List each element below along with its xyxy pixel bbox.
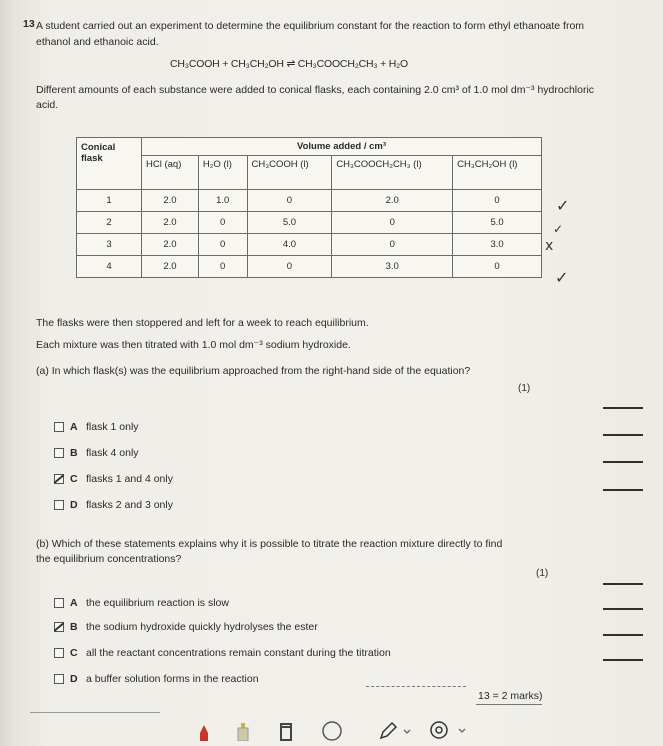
- table-row: [77, 190, 542, 212]
- answer-line: [603, 489, 643, 491]
- part-a-option-c[interactable]: C flasks 1 and 4 only: [54, 473, 173, 485]
- column-header: CH₃CH₂OH (l): [453, 156, 542, 190]
- table-cell: 2.0: [142, 212, 199, 234]
- checkbox[interactable]: [54, 422, 64, 432]
- part-a-option-d[interactable]: D flasks 2 and 3 only: [54, 499, 173, 511]
- handwritten-cross: x: [545, 238, 554, 254]
- answer-line: [603, 659, 643, 661]
- checkbox[interactable]: [54, 500, 64, 510]
- flask-number: 3: [77, 234, 142, 256]
- circle-shape-icon[interactable]: [320, 720, 344, 742]
- part-a-prompt: (a) In which flask(s) was the equilibrium approached from the right-hand side of the equation?: [36, 365, 471, 377]
- question-number: 13: [23, 18, 35, 30]
- handwritten-tick: ✓: [555, 268, 569, 287]
- column-header: HCl (aq): [142, 156, 199, 190]
- pen-red-icon[interactable]: [197, 723, 211, 741]
- handwritten-tick: ✓: [556, 196, 570, 215]
- table-cell: 5.0: [453, 212, 542, 234]
- question-stem: A student carried out an experiment to determine the equilibrium constant for the reaction to form ethyl ethanoate from ethanol and ethanoic acid.: [36, 20, 585, 48]
- checkbox[interactable]: [54, 648, 64, 658]
- checkbox[interactable]: [54, 674, 64, 684]
- answer-line: [603, 583, 643, 585]
- table-cell: 2.0: [332, 190, 453, 212]
- checkbox[interactable]: [54, 448, 64, 458]
- part-b-option-d[interactable]: D a buffer solution forms in the reaction: [54, 673, 259, 685]
- table-cell: 0: [198, 256, 247, 278]
- table-row: [77, 212, 542, 234]
- table-cell: 0: [198, 212, 247, 234]
- table-cell: 0: [247, 190, 332, 212]
- part-b-option-c[interactable]: C all the reactant concentrations remain constant during the titration: [54, 647, 391, 659]
- pencil-dropdown-icon[interactable]: [378, 721, 412, 741]
- part-a-marks: (1): [518, 383, 531, 394]
- part-a-option-b[interactable]: B flask 4 only: [54, 447, 139, 459]
- part-b-marks: (1): [536, 568, 549, 579]
- table-cell: 0: [453, 256, 542, 278]
- procedure-line-1: The flasks were then stoppered and left for a week to reach equilibrium.: [36, 317, 369, 329]
- part-b-option-b[interactable]: B the sodium hydroxide quickly hydrolyses the ester: [54, 621, 318, 633]
- table-group-header: Volume added / cm³: [142, 138, 542, 156]
- annotation-toolbar: [0, 715, 663, 746]
- column-header: CH₃COOCH₂CH₃ (l): [332, 156, 453, 190]
- table-corner-header: Conical flask: [77, 138, 142, 190]
- table-cell: 5.0: [247, 212, 332, 234]
- table-cell: 3.0: [453, 234, 542, 256]
- page-divider: [30, 712, 160, 713]
- answer-line: [603, 407, 643, 409]
- table-cell: 0: [332, 234, 453, 256]
- answer-line: [603, 608, 643, 610]
- question-intro: Different amounts of each substance were added to conical flasks, each containing 2.0 cm³ of 1.0 mol dm⁻³ hydrochloric acid.: [36, 84, 595, 111]
- column-header: CH₃COOH (l): [247, 156, 332, 190]
- table-cell: 0: [332, 212, 453, 234]
- checkbox-checked[interactable]: [54, 622, 64, 632]
- total-underline: [476, 704, 542, 705]
- flask-number: 4: [77, 256, 142, 278]
- table-cell: 2.0: [142, 234, 199, 256]
- answer-line: [603, 634, 643, 636]
- page-binding-edge: [0, 0, 14, 746]
- reaction-equation: CH₃COOH + CH₃CH₂OH ⇌ CH₃COOCH₂CH₃ + H₂O: [170, 58, 409, 70]
- question-total: 13 = 2 marks): [478, 690, 543, 702]
- total-divider: [366, 686, 466, 687]
- checkbox[interactable]: [54, 598, 64, 608]
- checkbox-checked[interactable]: [54, 474, 64, 484]
- table-cell: 4.0: [247, 234, 332, 256]
- table-cell: 0: [247, 256, 332, 278]
- settings-dropdown-icon[interactable]: [428, 719, 468, 741]
- answer-line: [603, 461, 643, 463]
- part-b-option-a[interactable]: A the equilibrium reaction is slow: [54, 597, 229, 609]
- table-cell: 0: [198, 234, 247, 256]
- table-row: [77, 256, 542, 278]
- part-b-prompt: (b) Which of these statements explains why it is possible to titrate the reaction mixture directly to find the equilibrium concentrations?: [36, 538, 503, 565]
- answer-line: [603, 434, 643, 436]
- procedure-line-2: Each mixture was then titrated with 1.0 mol dm⁻³ sodium hydroxide.: [36, 339, 351, 351]
- table-row: [77, 234, 542, 256]
- table-cell: 2.0: [142, 190, 199, 212]
- table-cell: 0: [453, 190, 542, 212]
- part-a-option-a[interactable]: A flask 1 only: [54, 421, 139, 433]
- table-cell: 1.0: [198, 190, 247, 212]
- volumes-table: [76, 137, 542, 278]
- eraser-icon[interactable]: [279, 723, 293, 741]
- handwritten-tick: ✓: [553, 222, 564, 236]
- table-cell: 2.0: [142, 256, 199, 278]
- flask-number: 1: [77, 190, 142, 212]
- column-header: H₂O (l): [198, 156, 247, 190]
- highlighter-icon[interactable]: [237, 723, 249, 741]
- table-cell: 3.0: [332, 256, 453, 278]
- flask-number: 2: [77, 212, 142, 234]
